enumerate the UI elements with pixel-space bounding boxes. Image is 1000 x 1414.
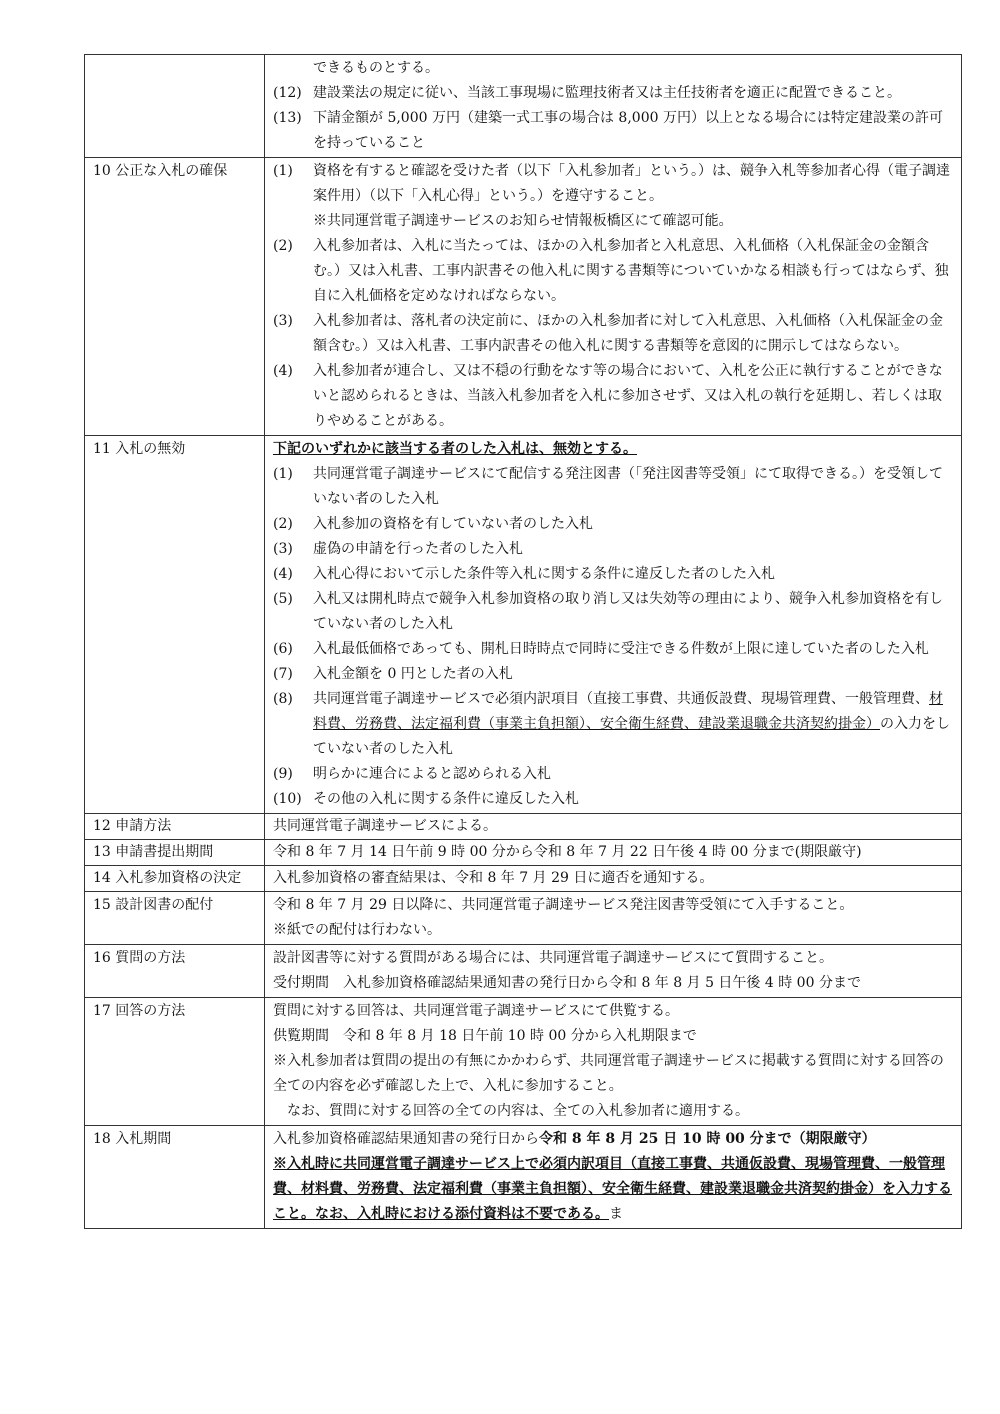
text-line: なお、質問に対する回答の全ての内容は、全ての入札参加者に適用する。 <box>273 1103 749 1119</box>
list-item: (9) 明らかに連合によると認められる入札 <box>273 766 551 782</box>
table-row <box>85 436 962 814</box>
list-item: (12) 建設業法の規定に従い、当該工事現場に監理技術者又は主任技術者を適正に配置できること。 <box>273 85 901 101</box>
list-item: (2) 入札参加者は、入札に当たっては、ほかの入札参加者と入札意思、入札価格（入札保証金の金額含む。）又は入札書、工事内訳書その他入札に関する書類等についていかなる相談も行ってはならず、独自に入札価格を定めなければならない。 <box>273 238 949 304</box>
list-item: (4) 入札心得において示した条件等入札に関する条件に違反した者のした入札 <box>273 566 775 582</box>
row-content <box>265 436 962 814</box>
list-item: (8) 共同運営電子調達サービスで必須内訳項目（直接工事費、共通仮設費、現場管理費、一般管理費、材料費、労務費、法定福利費（事業主負担額）、安全衛生経費、建設業退職金共済契約掛金）の入力をしていない者のした入札 <box>273 691 950 757</box>
text-line: ※紙での配付は行わない。 <box>273 922 441 938</box>
table-row <box>85 1126 962 1229</box>
row-label: 15 設計図書の配付 <box>85 892 265 945</box>
text-line: 共同運営電子調達サービスによる。 <box>273 818 497 834</box>
text-line: 令和 8 年 7 月 29 日以降に、共同運営電子調達サービス発注図書等受領にて入手すること。 <box>273 897 854 913</box>
row-label: 17 回答の方法 <box>85 998 265 1126</box>
table-row <box>85 998 962 1126</box>
row-content <box>265 55 962 158</box>
text-line: 質問に対する回答は、共同運営電子調達サービスにて供覧する。 <box>273 1003 679 1019</box>
list-item: できるものとする。 <box>313 60 439 76</box>
row-label: 11 入札の無効 <box>85 436 265 814</box>
row-content <box>265 158 962 436</box>
text-line: 入札参加資格確認結果通知書の発行日から令和 8 年 8 月 25 日 10 時 00 分まで（期限厳守） <box>273 1131 876 1147</box>
list-item: (3) 虚偽の申請を行った者のした入札 <box>273 541 523 557</box>
row-label: 12 申請方法 <box>85 814 265 840</box>
row-label: 10 公正な入札の確保 <box>85 158 265 436</box>
table-row <box>85 158 962 436</box>
text-line: 設計図書等に対する質問がある場合には、共同運営電子調達サービスにて質問すること。 <box>273 950 833 966</box>
list-item: (10) その他の入札に関する条件に違反した入札 <box>273 791 579 807</box>
list-item: (4) 入札参加者が連合し、又は不穏の行動をなす等の場合において、入札を公正に執行することができないと認められるときは、当該入札参加者を入札に参加させず、又は入札の執行を延期し、若しくは取りやめることがある。 <box>273 363 943 429</box>
text-line: 受付期間 入札参加資格確認結果通知書の発行日から令和 8 年 8 月 5 日午後 4 時 00 分まで <box>273 975 861 991</box>
row-content <box>265 866 962 892</box>
list-item: (1) 資格を有すると確認を受けた者（以下「入札参加者」という。）は、競争入札等参加者心得（電子調達案件用）（以下「入札心得」という。）を遵守すること。 <box>273 163 950 204</box>
bold-note: ※入札時に共同運営電子調達サービス上で必須内訳項目（直接工事費、共通仮設費、現場管理費、一般管理費、材料費、労務費、法定福利費（事業主負担額）、安全衛生経費、建設業退職金共済契約掛金）を入力すること。なお、入札時における添付資料は不要である。ま <box>273 1156 952 1222</box>
text-line: 入札参加資格の審査結果は、令和 8 年 7 月 29 日に適否を通知する。 <box>273 870 714 886</box>
row-label: 14 入札参加資格の決定 <box>85 866 265 892</box>
row-label: 16 質問の方法 <box>85 945 265 998</box>
row-label: 13 申請書提出期間 <box>85 840 265 866</box>
list-item: (1) 共同運営電子調達サービスにて配信する発注図書（「発注図書等受領」にて取得できる。）を受領していない者のした入札 <box>273 466 943 507</box>
row-content <box>265 998 962 1126</box>
table-row <box>85 814 962 840</box>
list-item: ※共同運営電子調達サービスのお知らせ情報板橋区にて確認可能。 <box>313 213 733 229</box>
list-item: (2) 入札参加の資格を有していない者のした入札 <box>273 516 593 532</box>
list-item: (5) 入札又は開札時点で競争入札参加資格の取り消し又は失効等の理由により、競争入札参加資格を有していない者のした入札 <box>273 591 943 632</box>
table-row <box>85 892 962 945</box>
table-row <box>85 945 962 998</box>
table-row <box>85 840 962 866</box>
row-content <box>265 945 962 998</box>
table-row <box>85 866 962 892</box>
row-label: 18 入札期間 <box>85 1126 265 1229</box>
row-content <box>265 892 962 945</box>
row-label <box>85 55 265 158</box>
document-table <box>84 54 962 1229</box>
list-item: (13) 下請金額が 5,000 万円（建築一式工事の場合は 8,000 万円）以上となる場合には特定建設業の許可を持っていること <box>273 110 943 151</box>
text-line: 供覧期間 令和 8 年 8 月 18 日午前 10 時 00 分から入札期限まで <box>273 1028 697 1044</box>
row-content <box>265 1126 962 1229</box>
text-line: 令和 8 年 7 月 14 日午前 9 時 00 分から令和 8 年 7 月 22 日午後 4 時 00 分まで(期限厳守) <box>273 844 862 860</box>
list-item: (7) 入札金額を 0 円とした者の入札 <box>273 666 513 682</box>
list-item: (3) 入札参加者は、落札者の決定前に、ほかの入札参加者に対して入札意思、入札価格（入札保証金の金額含む。）又は入札書、工事内訳書その他入札に関する書類等を意図的に開示してはならない。 <box>273 313 943 354</box>
row-content <box>265 840 962 866</box>
text-line: ※入札参加者は質問の提出の有無にかかわらず、共同運営電子調達サービスに掲載する質問に対する回答の全ての内容を必ず確認した上で、入札に参加すること。 <box>273 1053 944 1094</box>
list-item: (6) 入札最低価格であっても、開札日時時点で同時に受注できる件数が上限に達していた者のした入札 <box>273 641 929 657</box>
section-heading: 下記のいずれかに該当する者のした入札は、無効とする。 <box>273 441 637 457</box>
row-content <box>265 814 962 840</box>
table-row <box>85 55 962 158</box>
